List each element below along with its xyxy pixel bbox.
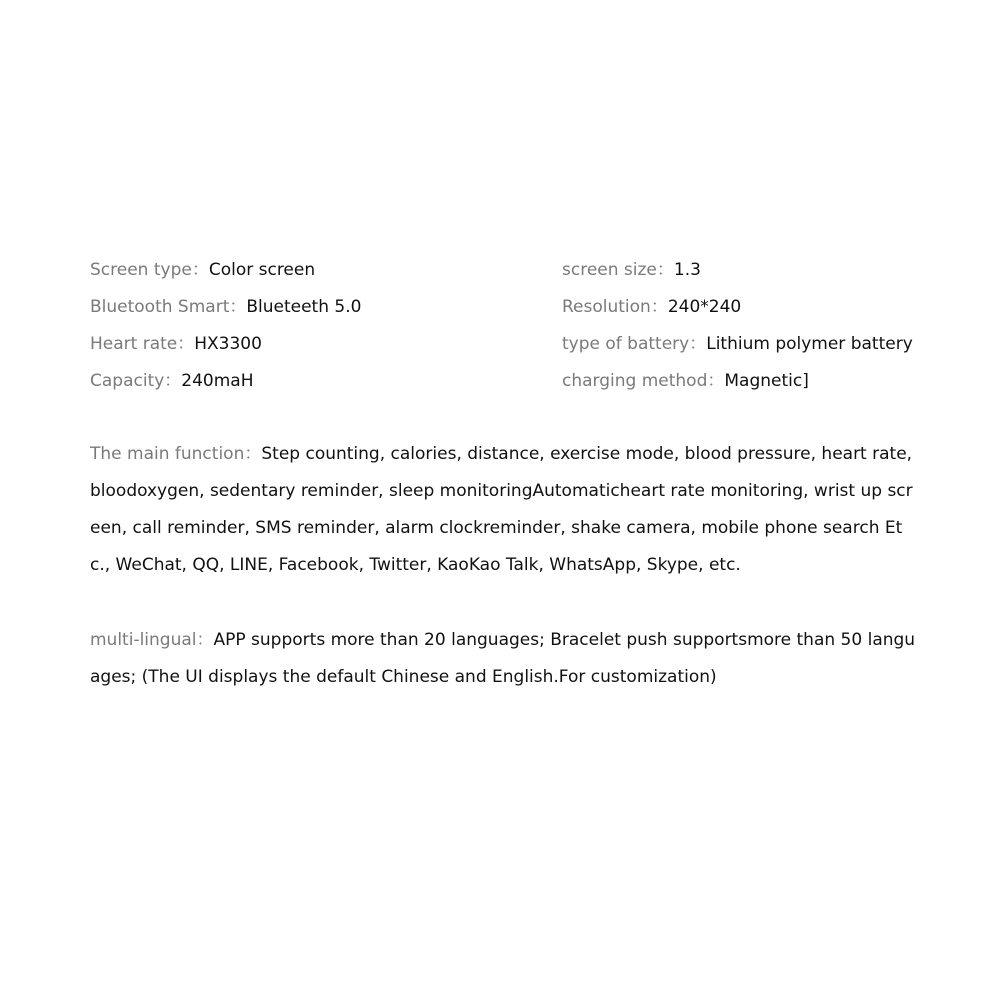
spec-charging-method: [562, 369, 809, 393]
spec-label: screen size：: [562, 260, 674, 280]
spec-value: Lithium polymer battery: [706, 334, 913, 354]
spec-label: Capacity：: [90, 371, 182, 391]
spec-screen-type: [90, 258, 315, 282]
spec-resolution: [562, 295, 741, 319]
spec-value: Blueteeth 5.0: [246, 297, 362, 317]
spec-capacity: [90, 369, 254, 393]
spec-value: 240maH: [181, 371, 254, 391]
spec-value: Color screen: [208, 260, 316, 280]
multi-lingual-label: multi-lingual：: [90, 630, 214, 650]
spec-value: 240*240: [667, 297, 742, 317]
multi-lingual-paragraph: [90, 622, 920, 696]
spec-label: Screen type：: [90, 260, 209, 280]
spec-label: type of battery：: [562, 334, 707, 354]
main-function-label: The main function：: [90, 444, 262, 464]
main-function-text: Step counting, calories, distance, exercise mode, blood pressure, heart rate, bloodoxygen, sedentary reminder, sleep monitoringAutomaticheart rate monitoring, wrist up screen, call reminder, SMS reminder, alarm clockreminder, shake camera, mobile phone search Etc., WeChat, QQ, LINE, Facebook, Twitter, KaoKao Talk, WhatsApp, Skype, etc.: [90, 444, 913, 575]
spec-value: 1.3: [673, 260, 701, 280]
spec-value: HX3300: [194, 334, 262, 354]
spec-screen-size: [562, 258, 701, 282]
spec-heart-rate: [90, 332, 262, 356]
spec-label: Heart rate：: [90, 334, 195, 354]
spec-label: charging method：: [562, 371, 725, 391]
spec-label: Resolution：: [562, 297, 668, 317]
spec-label: Bluetooth Smart：: [90, 297, 247, 317]
spec-value: Magnetic]: [724, 371, 809, 391]
spec-bluetooth: [90, 295, 361, 319]
multi-lingual-text: APP supports more than 20 languages; Bracelet push supportsmore than 50 languages; (The UI displays the default Chinese and English.For customization): [90, 630, 916, 687]
spec-battery-type: [562, 332, 913, 356]
main-function-paragraph: [90, 436, 920, 584]
